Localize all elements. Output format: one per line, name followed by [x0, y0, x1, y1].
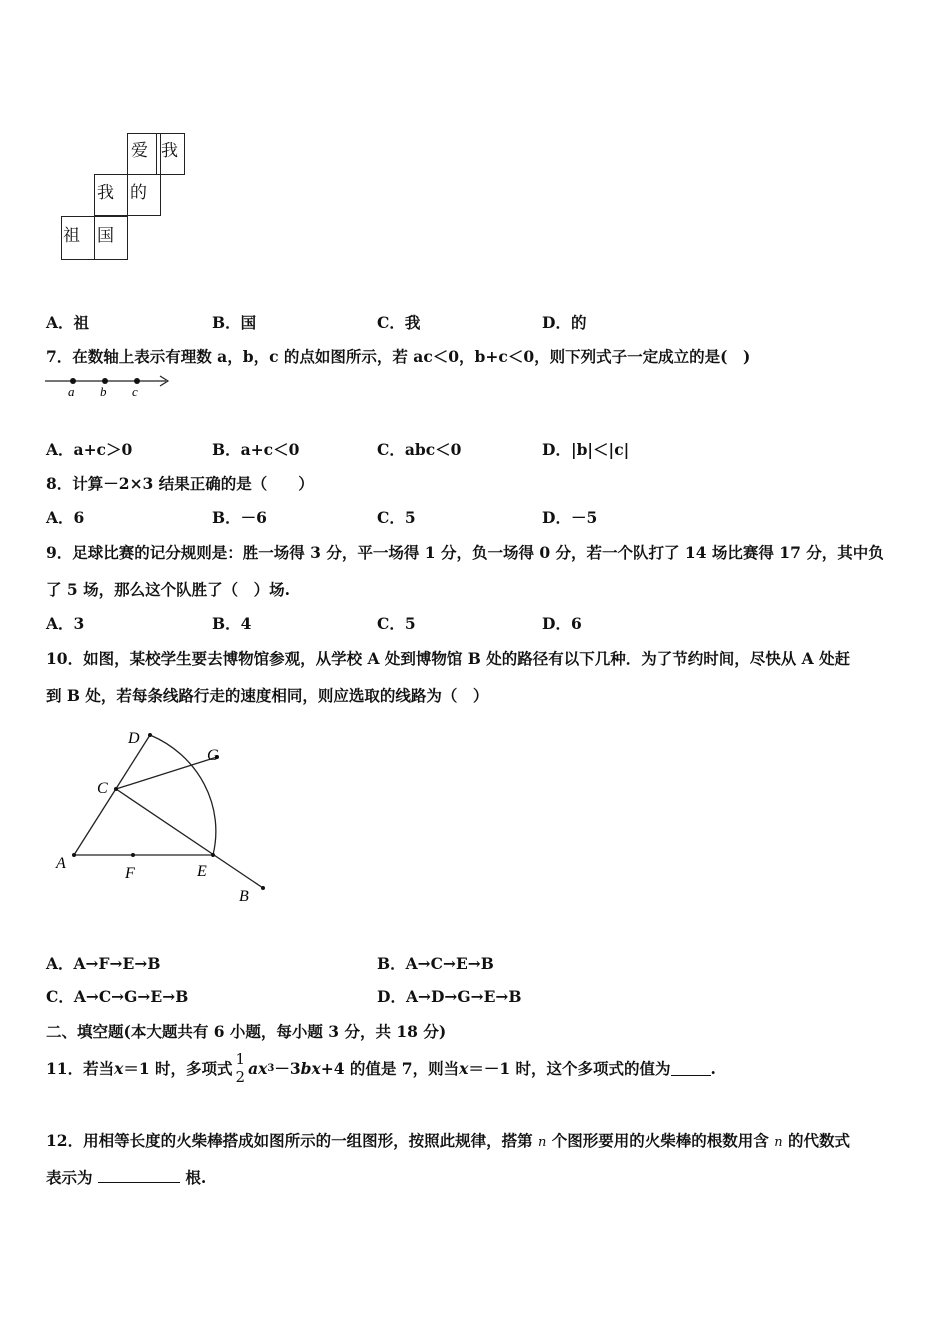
- fraction-numerator: 1: [235, 1050, 246, 1068]
- q9-stem-line2: 了 5 场，那么这个队胜了（ ）场.: [46, 580, 290, 599]
- point-B: [261, 886, 265, 890]
- label-c: c: [132, 384, 138, 399]
- net-char: 我: [161, 141, 178, 161]
- point-F: [131, 853, 135, 857]
- q12-part1: 12．用相等长度的火柴棒搭成如图所示的一组图形，按照此规律，搭第: [46, 1131, 533, 1150]
- q6-option-c[interactable]: C．我: [377, 313, 421, 332]
- fraction-denominator: 2: [235, 1068, 246, 1086]
- label-D: D: [128, 730, 140, 747]
- label-A: A: [56, 855, 66, 872]
- q12-part2: 个图形要用的火柴棒的根数用含: [551, 1131, 769, 1150]
- section-title: 二、填空题(本大题共有 6 小题，每小题 3 分，共 18 分): [46, 1022, 447, 1041]
- label-C: C: [97, 780, 108, 797]
- q8-stem: 8．计算－2×3 结果正确的是（ ）: [46, 474, 314, 493]
- q11-var-x2: x: [459, 1058, 469, 1078]
- q11-suffix: .: [710, 1058, 716, 1078]
- q11-cond2: ＝－1 时，这个多项式的值为: [468, 1059, 671, 1078]
- q10-option-a[interactable]: A．A→F→E→B: [46, 954, 161, 973]
- q6-option-a[interactable]: A．祖: [46, 313, 90, 332]
- q11-prefix: 11．若当: [46, 1059, 115, 1078]
- q11-poly-rest2: +4 的值是 7，则当: [320, 1059, 460, 1078]
- net-char: 的: [130, 183, 147, 203]
- route-figure: [50, 725, 280, 910]
- q12-stem-line1: [46, 1129, 850, 1151]
- q9-stem-line1: 9．足球比赛的记分规则是：胜一场得 3 分，平一场得 1 分，负一场得 0 分，若一个队打了 14 场比赛得 17 分，其中负: [46, 543, 884, 562]
- label-B: B: [239, 888, 249, 905]
- q12-line2-suffix: 根.: [185, 1168, 207, 1187]
- q10-stem-line1: 10．如图，某校学生要去博物馆参观，从学校 A 处到博物馆 B 处的路径有以下几种．为了节约时间，尽快从 A 处赶: [46, 649, 851, 668]
- label-a: a: [68, 384, 75, 399]
- q8-option-c[interactable]: C．5: [377, 508, 416, 527]
- point-A: [72, 853, 76, 857]
- q8-option-a[interactable]: A．6: [46, 508, 85, 527]
- q10-option-d[interactable]: D．A→D→G→E→B: [377, 987, 522, 1006]
- net-char: 国: [97, 226, 114, 246]
- q9-option-c[interactable]: C．5: [377, 614, 416, 633]
- q8-option-b[interactable]: B．－6: [212, 508, 267, 527]
- q10-option-c[interactable]: C．A→C→G→E→B: [46, 987, 189, 1006]
- q12-var-n1: n: [537, 1135, 547, 1150]
- number-line-figure: [44, 370, 174, 400]
- q11-exponent: 3: [267, 1062, 275, 1074]
- q7-stem: 7．在数轴上表示有理数 a，b，c 的点如图所示，若 ac＜0，b+c＜0，则下列式子一定成立的是( ): [46, 347, 751, 366]
- q7-option-b[interactable]: B．a+c＜0: [212, 440, 300, 459]
- q6-option-d[interactable]: D．的: [542, 313, 587, 332]
- q11-stem: [46, 1045, 716, 1091]
- label-E: E: [197, 863, 207, 880]
- q9-option-b[interactable]: B．4: [212, 614, 252, 633]
- q12-stem-line2: [46, 1166, 206, 1188]
- q11-var-x1: x: [114, 1058, 124, 1078]
- q11-answer-blank[interactable]: [671, 1061, 711, 1076]
- q9-option-d[interactable]: D．6: [542, 614, 582, 633]
- point-E: [211, 853, 215, 857]
- q8-option-d[interactable]: D．－5: [542, 508, 598, 527]
- point-D: [148, 733, 152, 737]
- q11-poly-rest1: －3: [274, 1059, 301, 1078]
- q10-option-b[interactable]: B．A→C→E→B: [377, 954, 494, 973]
- label-b: b: [100, 384, 107, 399]
- q12-answer-blank[interactable]: [98, 1168, 180, 1183]
- arc-dge: [150, 735, 216, 855]
- label-G: G: [207, 747, 219, 764]
- segment-ad: [74, 735, 150, 855]
- q11-cond1: ＝1 时，多项式: [123, 1059, 233, 1078]
- q7-option-c[interactable]: C．abc＜0: [377, 440, 462, 459]
- q12-part3: 的代数式: [787, 1131, 850, 1150]
- q11-fraction: [236, 1050, 246, 1086]
- q11-poly-b: bx: [300, 1058, 321, 1078]
- net-char: 祖: [63, 226, 80, 246]
- point-C: [114, 787, 118, 791]
- q11-poly-a: ax: [248, 1058, 268, 1078]
- q12-line2-prefix: 表示为: [46, 1168, 93, 1187]
- net-char: 爱: [131, 141, 148, 161]
- net-char: 我: [97, 183, 114, 203]
- q6-option-b[interactable]: B．国: [212, 313, 257, 332]
- q9-option-a[interactable]: A．3: [46, 614, 85, 633]
- segment-cb: [116, 789, 263, 888]
- q7-option-d[interactable]: D．|b|＜|c|: [542, 440, 630, 459]
- q7-option-a[interactable]: A．a+c＞0: [46, 440, 133, 459]
- q12-var-n2: n: [774, 1135, 783, 1150]
- label-F: F: [125, 865, 135, 882]
- q10-stem-line2: 到 B 处，若每条线路行走的速度相同，则应选取的线路为（ ）: [46, 686, 489, 705]
- segment-cg: [116, 757, 217, 789]
